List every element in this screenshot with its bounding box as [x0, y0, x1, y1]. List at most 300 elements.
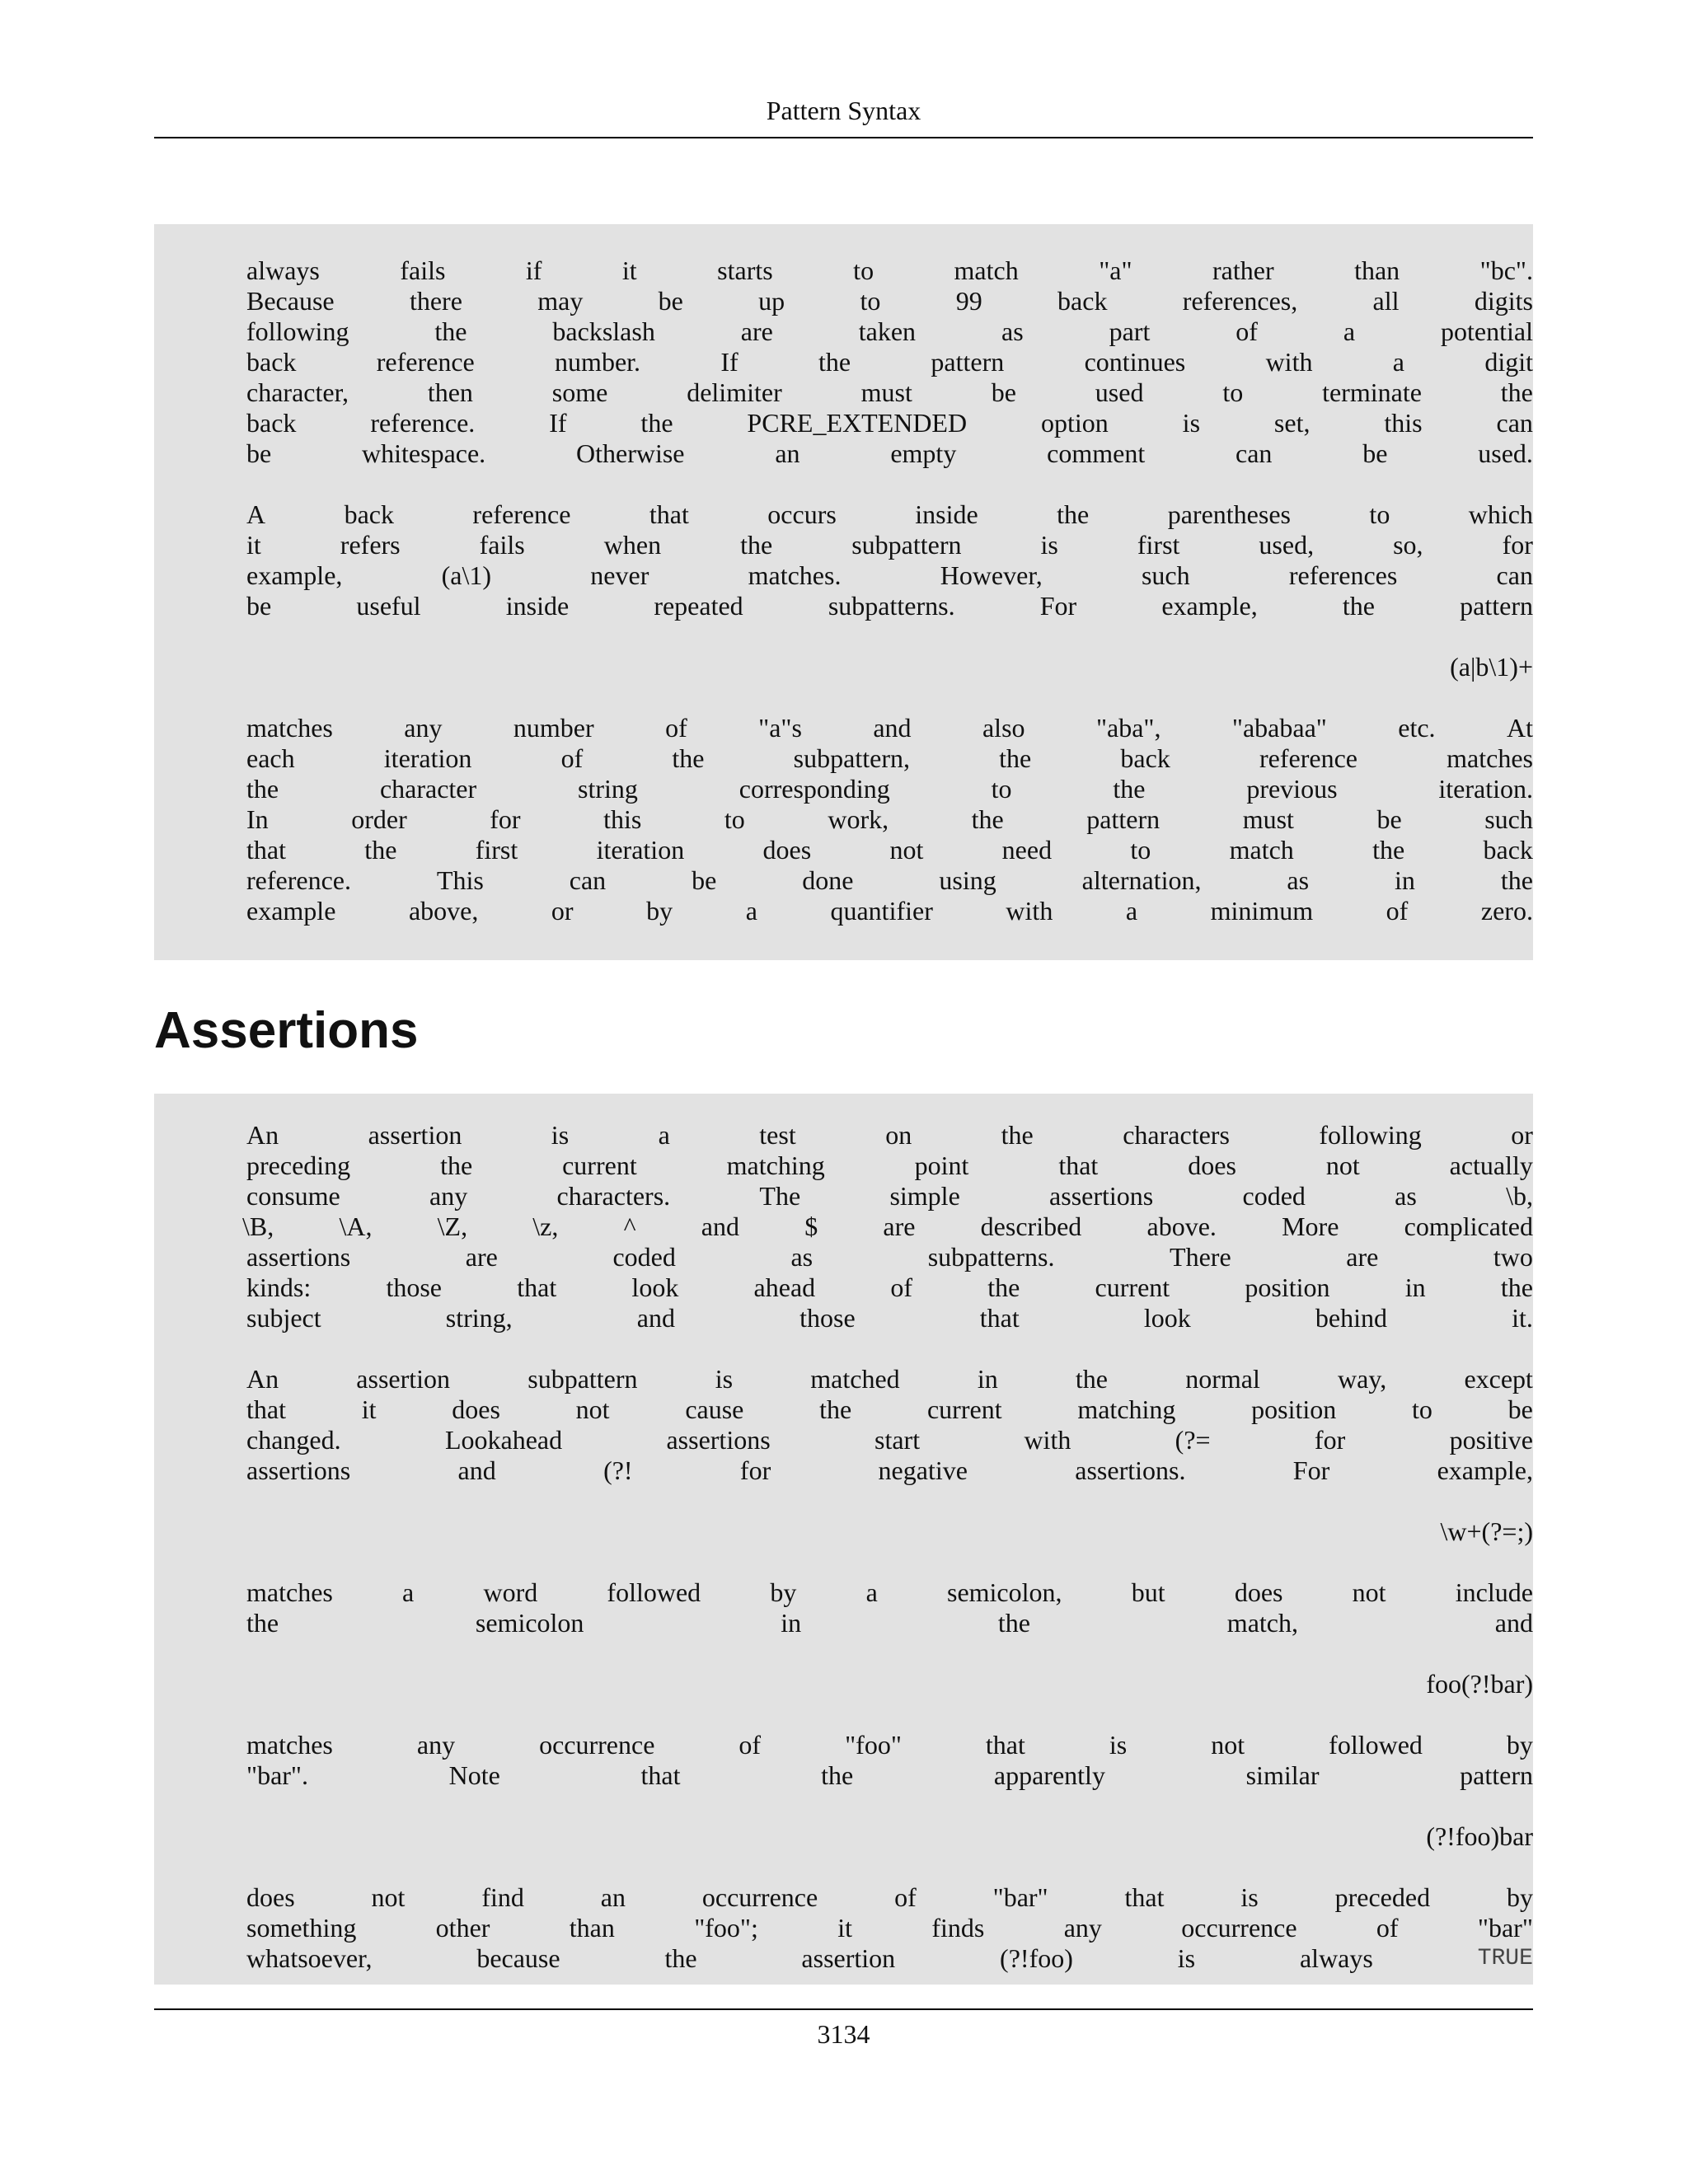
word: to — [853, 255, 874, 285]
word: then — [427, 377, 473, 407]
word: the — [440, 1151, 473, 1180]
word: in — [977, 1364, 998, 1394]
word: "ababaa" — [1231, 713, 1327, 743]
word: ^ — [623, 1212, 636, 1241]
word: reference — [1259, 743, 1357, 773]
word: subject — [246, 1303, 321, 1333]
word: with — [1265, 347, 1313, 377]
word: the — [971, 804, 1004, 834]
word: using — [939, 865, 996, 895]
word: quantifier — [830, 896, 933, 926]
text-line — [246, 1760, 1533, 1791]
word: not — [1352, 1577, 1386, 1607]
back-reference-note-box — [154, 224, 1533, 960]
word: of — [894, 1882, 917, 1912]
word: digits — [1474, 286, 1533, 316]
text-line — [246, 1181, 1533, 1212]
word: This — [436, 865, 484, 895]
word: that — [246, 835, 286, 865]
word: is — [551, 1120, 570, 1150]
word: characters — [1123, 1120, 1230, 1150]
word: the — [819, 1394, 852, 1424]
word: than — [569, 1913, 615, 1943]
word: pattern — [1460, 1760, 1533, 1790]
word: \z, — [532, 1212, 559, 1241]
word: is — [1240, 1882, 1259, 1912]
text-line — [246, 713, 1533, 743]
word: assertions — [246, 1242, 351, 1272]
word: not — [889, 835, 924, 865]
word: backslash — [552, 316, 655, 346]
word: pattern — [1460, 591, 1533, 621]
word: subpatterns. — [927, 1242, 1055, 1272]
code-example: foo(?!bar) — [1426, 1669, 1533, 1699]
word: which — [1468, 499, 1533, 529]
text-line — [246, 804, 1533, 835]
word: etc. — [1398, 713, 1436, 743]
text-line — [246, 560, 1533, 591]
text-line — [246, 1272, 1533, 1303]
word: a — [865, 1577, 878, 1607]
word: each — [246, 743, 295, 773]
word: If — [549, 408, 567, 438]
word: matches — [246, 1577, 333, 1607]
word: can — [1496, 560, 1533, 590]
word: for — [490, 804, 521, 834]
word: references — [1288, 560, 1398, 590]
word: it. — [1512, 1303, 1533, 1333]
word: references, — [1182, 286, 1298, 316]
word: \b, — [1506, 1181, 1533, 1211]
text-line — [246, 1608, 1533, 1638]
word: something — [246, 1913, 357, 1943]
word: continues — [1084, 347, 1186, 377]
word: as — [1287, 865, 1310, 895]
word: preceding — [246, 1151, 351, 1180]
word: by — [1506, 1730, 1533, 1760]
word: characters. — [556, 1181, 671, 1211]
word: is — [1109, 1730, 1128, 1760]
word: can — [569, 865, 607, 895]
word: repeated — [654, 591, 743, 621]
word: the — [1057, 499, 1090, 529]
word: and — [636, 1303, 675, 1333]
word: to — [1369, 499, 1390, 529]
word: "bc". — [1479, 255, 1533, 285]
word: order — [351, 804, 407, 834]
word: of — [1376, 1913, 1399, 1943]
word: PCRE_EXTENDED — [747, 408, 968, 438]
word: character, — [246, 377, 349, 407]
text-line — [246, 896, 1533, 926]
word: The — [759, 1181, 801, 1211]
text-line — [246, 1120, 1533, 1151]
word: that — [985, 1730, 1025, 1760]
word: that — [517, 1272, 557, 1302]
word: first — [475, 835, 518, 865]
word: a — [1125, 896, 1138, 926]
word: the — [1500, 377, 1533, 407]
word: back — [1120, 743, 1170, 773]
word: current — [926, 1394, 1002, 1424]
text-line — [246, 1577, 1533, 1608]
word: it — [621, 255, 637, 285]
word: any — [404, 713, 443, 743]
word: or — [1511, 1120, 1533, 1150]
word: those — [799, 1303, 856, 1333]
code-example: (a|b\1)+ — [1450, 652, 1533, 682]
word: any — [429, 1181, 468, 1211]
word: does — [1188, 1151, 1236, 1180]
text-line — [246, 1394, 1533, 1425]
word: the — [1075, 1364, 1108, 1394]
word: actually — [1449, 1151, 1533, 1180]
word: except — [1464, 1364, 1533, 1394]
text-line — [246, 255, 1533, 286]
word: need — [1001, 835, 1053, 865]
word: such — [1484, 804, 1533, 834]
word: first — [1137, 530, 1180, 560]
word: \A, — [339, 1212, 373, 1241]
word: this — [603, 804, 642, 834]
word: by — [646, 896, 673, 926]
word: be — [658, 286, 683, 316]
word: and — [457, 1455, 496, 1485]
word: taken — [858, 316, 917, 346]
text-line — [246, 1882, 1533, 1913]
word: string, — [445, 1303, 513, 1333]
word: reference. — [246, 865, 351, 895]
word: is — [1177, 1943, 1196, 1973]
word: match, — [1226, 1608, 1298, 1638]
word: matching — [1077, 1394, 1176, 1424]
word: occurrence — [701, 1882, 818, 1912]
word: with — [1006, 896, 1053, 926]
word: empty — [890, 438, 957, 468]
word: semicolon, — [946, 1577, 1062, 1607]
word: the — [987, 1272, 1020, 1302]
word: matches — [246, 713, 333, 743]
word: current — [1095, 1272, 1170, 1302]
text-line — [246, 743, 1533, 774]
word: not — [575, 1394, 610, 1424]
word: subpattern — [851, 530, 962, 560]
text-line — [246, 286, 1533, 316]
word: inside — [915, 499, 978, 529]
word: simple — [889, 1181, 960, 1211]
word: that — [979, 1303, 1020, 1333]
word: string — [578, 774, 638, 804]
word: (?! — [603, 1455, 633, 1485]
word: preceded — [1334, 1882, 1431, 1912]
word: does — [762, 835, 812, 865]
word: followed — [1329, 1730, 1423, 1760]
word: character — [379, 774, 477, 804]
word: If — [720, 347, 738, 377]
word: of — [890, 1272, 913, 1302]
word: positive — [1449, 1425, 1533, 1455]
word: assertions. — [1075, 1455, 1186, 1485]
word: any — [416, 1730, 456, 1760]
word: \B, — [242, 1212, 274, 1241]
word: not — [371, 1882, 406, 1912]
word: of — [1236, 316, 1258, 346]
word: Otherwise — [575, 438, 685, 468]
word: the — [818, 347, 851, 377]
word: zero. — [1480, 896, 1533, 926]
word: not — [1325, 1151, 1360, 1180]
word: can — [1496, 408, 1533, 438]
word: pattern — [1086, 804, 1160, 834]
word: refers — [340, 530, 401, 560]
word: for — [739, 1455, 771, 1485]
word: work, — [828, 804, 889, 834]
word: be — [1507, 1394, 1533, 1424]
word: reference — [376, 347, 475, 377]
word: point — [914, 1151, 969, 1180]
word: and — [873, 713, 912, 743]
word: An — [246, 1120, 279, 1150]
word: subpatterns. — [828, 591, 955, 621]
word: parentheses — [1167, 499, 1291, 529]
word: back — [246, 408, 297, 438]
word: and — [701, 1212, 739, 1241]
word: the — [1500, 865, 1533, 895]
word: word — [483, 1577, 538, 1607]
word: that — [649, 499, 689, 529]
word: up — [758, 286, 785, 316]
word: occurrence — [1181, 1913, 1297, 1943]
word: pattern — [931, 347, 1005, 377]
word: to — [1222, 377, 1244, 407]
word: matches — [246, 1730, 333, 1760]
word: For — [1292, 1455, 1330, 1485]
word: on — [885, 1120, 912, 1150]
word: or — [551, 896, 574, 926]
word: are — [1346, 1242, 1379, 1272]
word: An — [246, 1364, 279, 1394]
text-line — [246, 408, 1533, 438]
word: test — [759, 1120, 796, 1150]
word: the — [246, 1608, 279, 1638]
word: "bar". — [246, 1760, 308, 1790]
word: find — [481, 1882, 524, 1912]
word: iteration — [596, 835, 685, 865]
word: and — [1494, 1608, 1533, 1638]
word: the — [1113, 774, 1146, 804]
word: must — [860, 377, 912, 407]
word: that — [640, 1760, 681, 1790]
word: matches. — [748, 560, 842, 590]
word: as — [1001, 316, 1024, 346]
word: the — [640, 408, 673, 438]
text-line — [246, 1455, 1533, 1486]
text-line — [242, 1212, 1533, 1242]
word: example, — [246, 560, 343, 590]
word: example, — [1437, 1455, 1533, 1485]
word: number. — [555, 347, 641, 377]
text-line — [246, 1913, 1533, 1943]
word: assertion — [356, 1364, 451, 1394]
word: behind — [1315, 1303, 1387, 1333]
word: are — [740, 316, 773, 346]
word: always — [246, 255, 320, 285]
word: always — [1299, 1943, 1373, 1973]
word: whatsoever, — [246, 1943, 373, 1973]
word: "foo"; — [694, 1913, 758, 1943]
word: are — [883, 1212, 916, 1241]
word: way, — [1338, 1364, 1387, 1394]
header-rule — [154, 137, 1533, 138]
word: to — [1412, 1394, 1432, 1424]
word: following — [246, 316, 349, 346]
word: $ — [804, 1212, 818, 1241]
text-line — [246, 316, 1533, 347]
word: start — [874, 1425, 921, 1455]
word: a — [658, 1120, 670, 1150]
word: the — [1500, 1272, 1533, 1302]
word: potential — [1441, 316, 1533, 346]
word: position — [1251, 1394, 1337, 1424]
word: example, — [1161, 591, 1258, 621]
word: be — [246, 438, 272, 468]
word: to — [991, 774, 1012, 804]
word: option — [1040, 408, 1109, 438]
word: that — [1124, 1882, 1165, 1912]
word: a — [402, 1577, 415, 1607]
word: it — [246, 530, 261, 560]
word: apparently — [993, 1760, 1105, 1790]
word: "a"s — [758, 713, 802, 743]
word: by — [1506, 1882, 1533, 1912]
word: minimum — [1210, 896, 1314, 926]
word: coded — [1242, 1181, 1306, 1211]
word: of — [560, 743, 584, 773]
word: some — [551, 377, 608, 407]
text-line — [246, 347, 1533, 377]
word: of — [1386, 896, 1409, 926]
word: 99 — [955, 286, 982, 316]
word: "bar" — [1477, 1913, 1533, 1943]
word: reference. — [370, 408, 476, 438]
word: described — [980, 1212, 1082, 1241]
word: for — [1502, 530, 1533, 560]
word: (a\1) — [441, 560, 492, 590]
text-line — [246, 1303, 1533, 1333]
word: the — [434, 316, 467, 346]
word: occurs — [767, 499, 837, 529]
word: part — [1109, 316, 1151, 346]
word: with — [1024, 1425, 1071, 1455]
word: are — [465, 1242, 498, 1272]
word: also — [982, 713, 1025, 743]
word: be — [991, 377, 1016, 407]
word: be — [246, 591, 272, 621]
word: occurrence — [539, 1730, 655, 1760]
word: but — [1131, 1577, 1165, 1607]
word: \Z, — [437, 1212, 468, 1241]
word: in — [1395, 865, 1415, 895]
word: other — [435, 1913, 490, 1943]
word: consume — [246, 1181, 340, 1211]
word: At — [1506, 713, 1533, 743]
word: Note — [448, 1760, 500, 1790]
word: corresponding — [738, 774, 890, 804]
word: look — [631, 1272, 679, 1302]
word: the — [999, 743, 1032, 773]
word: matched — [810, 1364, 900, 1394]
word: coded — [612, 1242, 676, 1272]
text-line — [246, 438, 1533, 469]
word: normal — [1185, 1364, 1260, 1394]
word: back — [246, 347, 297, 377]
word: an — [775, 438, 800, 468]
word: cause — [685, 1394, 744, 1424]
word: iteration. — [1438, 774, 1533, 804]
word: iteration — [383, 743, 472, 773]
word: number — [513, 713, 594, 743]
word: "bar" — [992, 1882, 1048, 1912]
word: More — [1282, 1212, 1339, 1241]
word: the — [664, 1943, 697, 1973]
assertions-box — [154, 1094, 1533, 1985]
word: negative — [878, 1455, 968, 1485]
word: subpattern, — [793, 743, 910, 773]
word: Lookahead — [444, 1425, 563, 1455]
word: "a" — [1099, 255, 1132, 285]
word: the — [364, 835, 397, 865]
word: all — [1372, 286, 1400, 316]
text-line — [246, 377, 1533, 408]
word: (?!foo) — [1000, 1943, 1073, 1973]
word: rather — [1212, 255, 1274, 285]
word: ahead — [753, 1272, 816, 1302]
word: previous — [1246, 774, 1338, 804]
word: be — [1362, 438, 1388, 468]
word: fails — [479, 530, 525, 560]
word: A — [246, 499, 266, 529]
word: the — [1372, 835, 1405, 865]
word: there — [409, 286, 462, 316]
word: when — [603, 530, 662, 560]
word: if — [525, 255, 542, 285]
text-line — [246, 1425, 1533, 1455]
word: Because — [246, 286, 335, 316]
word: to — [1130, 835, 1151, 865]
word: it — [361, 1394, 377, 1424]
word: assertions — [1049, 1181, 1154, 1211]
word: those — [386, 1272, 442, 1302]
word: by — [770, 1577, 797, 1607]
text-line — [246, 835, 1533, 865]
footer-rule — [154, 2008, 1533, 2010]
word: so, — [1393, 530, 1423, 560]
text-line — [246, 1242, 1533, 1272]
word: the — [672, 743, 705, 773]
word: assertions — [666, 1425, 771, 1455]
text-line — [246, 591, 1533, 621]
word: starts — [717, 255, 773, 285]
word: matching — [726, 1151, 825, 1180]
word: is — [1040, 530, 1058, 560]
text-line — [246, 1364, 1533, 1394]
word: as — [790, 1242, 814, 1272]
word: the — [740, 530, 773, 560]
word: the — [1342, 591, 1375, 621]
word: reference — [472, 499, 571, 529]
word: two — [1493, 1242, 1533, 1272]
word: "foo" — [845, 1730, 902, 1760]
